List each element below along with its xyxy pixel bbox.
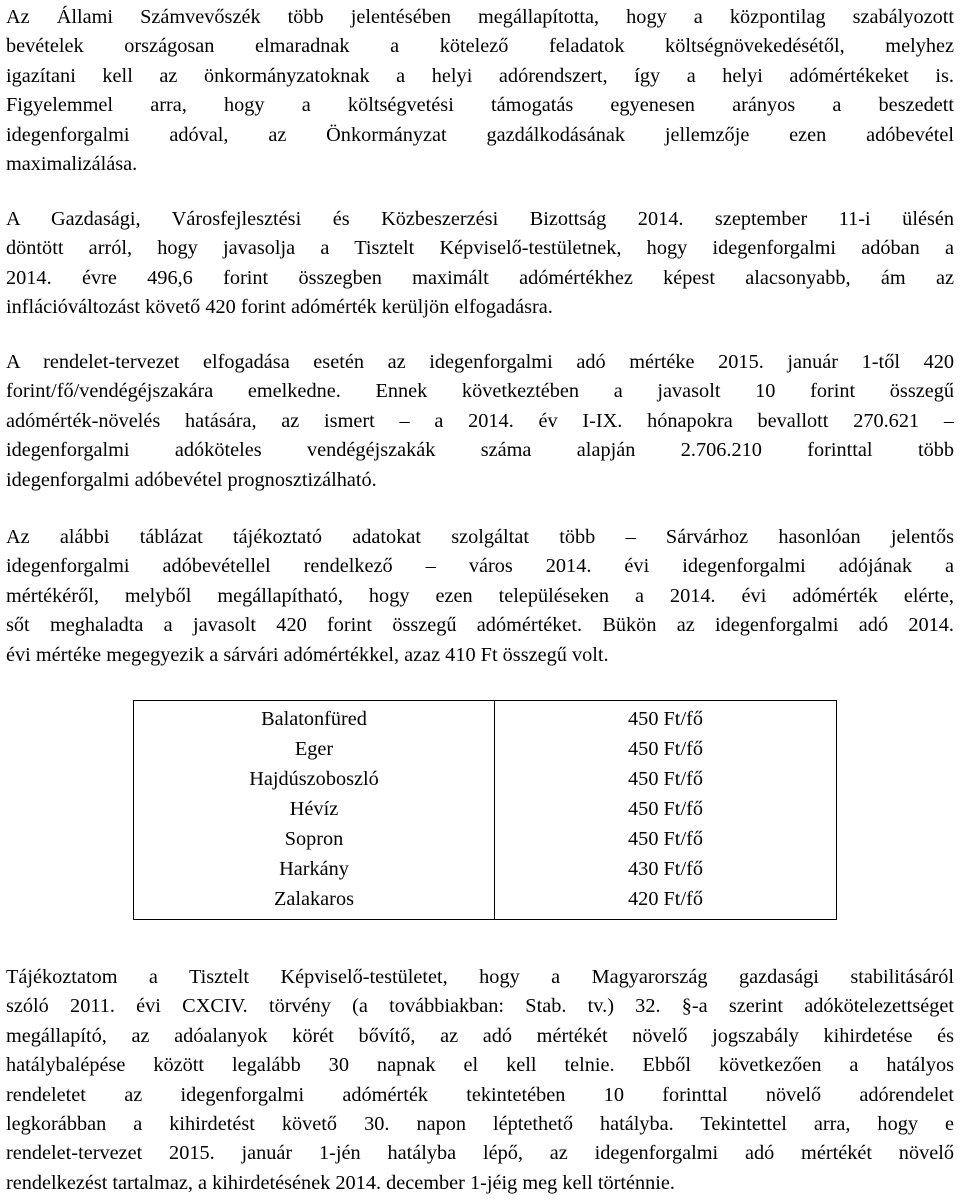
text-line: rendelet-tervezet 2015. január 1-jén hatályba lépő, az idegenforgalmi adó mértékét növelő	[6, 1142, 954, 1165]
text-line: maximalizálása.	[6, 152, 138, 175]
tax-rate-table	[133, 700, 837, 920]
city-cell: Balatonfüred	[134, 701, 495, 735]
table-row	[134, 764, 837, 794]
text-line: Tájékoztatom a Tisztelt Képviselő-testületet, hogy a Magyarország gazdasági stabilitásáról	[6, 966, 954, 988]
text-line: szóló 2011. évi CXCIV. törvény (a továbbiakban: Stab. tv.) 32. §-a szerint adókötelezettséget	[6, 995, 954, 1018]
table-row	[134, 794, 837, 824]
paragraph-committee-decision	[6, 205, 954, 323]
text-line: döntött arról, hogy javasolja a Tisztelt Képviselő-testületnek, hogy idegenforgalmi adóban a	[6, 237, 954, 260]
paragraph-draft-regulation	[6, 348, 954, 495]
rate-cell: 420 Ft/fő	[628, 887, 703, 910]
text-line: bevételek országosan elmaradnak a kötelező feladatok költségnövekedésétől, melyhez	[6, 35, 954, 58]
rate-cell: 450 Ft/fő	[628, 827, 703, 850]
city-cell: Zalakaros	[134, 884, 495, 920]
table-row	[134, 734, 837, 764]
text-line: A rendelet-tervezet elfogadása esetén az idegenforgalmi adó mértéke 2015. január 1-től 420	[6, 351, 954, 373]
text-line: hatálybalépése között legalább 30 napnak el kell telnie. Ebből következően a hatályos	[6, 1054, 954, 1077]
text-line: idegenforgalmi adóval, az Önkormányzat gazdálkodásának jellemzője ezen adóbevétel	[6, 123, 954, 146]
text-line: évi mértéke megegyezik a sárvári adómértékkel, azaz 410 Ft összegű volt.	[6, 643, 609, 666]
paragraph-audit-office	[6, 3, 954, 179]
rate-cell: 450 Ft/fő	[628, 767, 703, 790]
text-line: Figyelemmel arra, hogy a költségvetési támogatás egyenesen arányos a beszedett	[6, 94, 954, 117]
table-row	[134, 854, 837, 884]
text-line: adómérték-növelés hatására, az ismert – a 2014. év I-IX. hónapokra bevallott 270.621 –	[6, 409, 954, 432]
rate-cell: 450 Ft/fő	[628, 707, 703, 730]
text-line: A Gazdasági, Városfejlesztési és Közbeszerzési Bizottság 2014. szeptember 11-i ülésén	[6, 208, 954, 230]
table-row	[134, 701, 837, 735]
text-line: Az Állami Számvevőszék több jelentésében megállapította, hogy a központilag szabályozott	[6, 6, 954, 28]
rate-cell: 450 Ft/fő	[628, 797, 703, 820]
text-line: idegenforgalmi adóköteles vendégéjszakák száma alapján 2.706.210 forinttal több	[6, 439, 954, 462]
text-line: mértékéről, melyből megállapítható, hogy ezen településeken a 2014. évi adómérték elérte,	[6, 584, 954, 607]
text-line: idegenforgalmi adóbevétellel rendelkező – város 2014. évi idegenforgalmi adójának a	[6, 555, 954, 578]
table-row	[134, 884, 837, 920]
city-cell: Hajdúszoboszló	[134, 764, 495, 794]
city-cell: Sopron	[134, 824, 495, 854]
text-line: sőt meghaladta a javasolt 420 forint összegű adómértéket. Bükön az idegenforgalmi adó 2014.	[6, 614, 954, 637]
text-line: inflációváltozást követő 420 forint adómérték kerüljön elfogadásra.	[6, 296, 553, 319]
city-cell: Hévíz	[134, 794, 495, 824]
city-cell: Harkány	[134, 854, 495, 884]
rate-cell: 450 Ft/fő	[628, 737, 703, 760]
city-cell: Eger	[134, 734, 495, 764]
text-line: forint/fő/vendégéjszakára emelkedne. Ennek következtében a javasolt 10 forint összegű	[6, 380, 954, 403]
text-line: rendelkezést tartalmaz, a kihirdetésének 2014. december 1-jéig meg kell történnie.	[6, 1171, 675, 1194]
text-line: igazítani kell az önkormányzatoknak a helyi adórendszert, így a helyi adómértékeket is.	[6, 64, 954, 87]
paragraph-stability-act	[6, 963, 954, 1198]
text-line: legkorábban a kihirdetést követő 30. napon léptethető hatályba. Tekintettel arra, hogy e	[6, 1112, 954, 1135]
rate-cell: 430 Ft/fő	[628, 857, 703, 880]
text-line: Az alábbi táblázat tájékoztató adatokat szolgáltat több – Sárvárhoz hasonlóan jelentős	[6, 526, 954, 548]
paragraph-table-intro	[6, 523, 954, 670]
text-line: idegenforgalmi adóbevétel prognosztizálható.	[6, 468, 377, 491]
text-line: megállapító, az adóalanyok körét bővítő, az adó mértékét növelő jogszabály kihirdetése és	[6, 1024, 954, 1047]
table-row	[134, 824, 837, 854]
text-line: rendeletet az idegenforgalmi adómérték tekintetében 10 forinttal növelő adórendelet	[6, 1083, 954, 1106]
text-line: 2014. évre 496,6 forint összegben maximált adómértékhez képest alacsonyabb, ám az	[6, 266, 954, 289]
